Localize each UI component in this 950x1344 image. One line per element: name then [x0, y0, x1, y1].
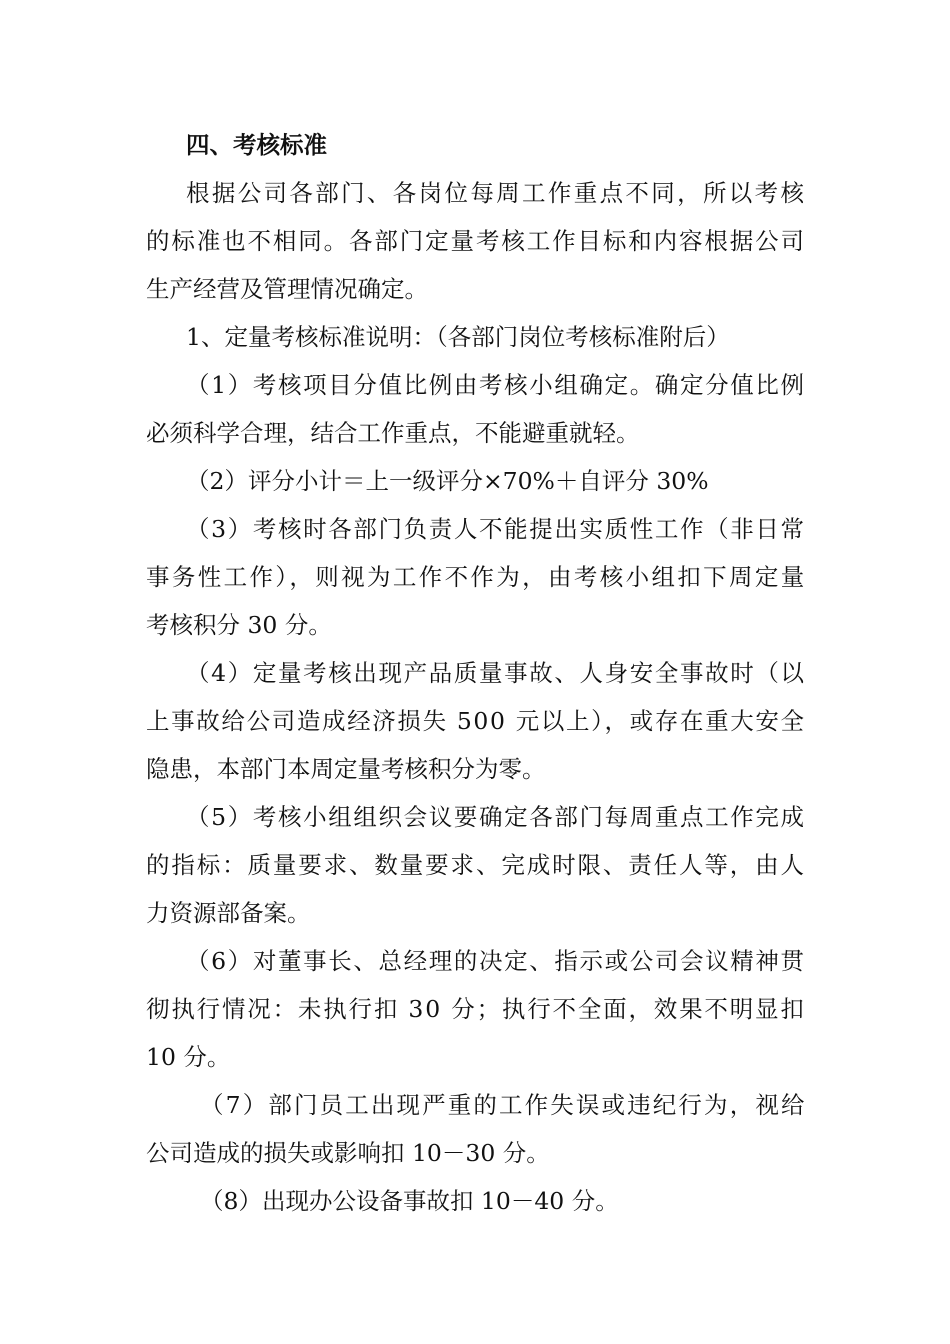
paragraph-line: （3）考核时各部门负责人不能提出实质性工作（非日常 [186, 515, 806, 543]
paragraph-line: （7）部门员工出现严重的工作失误或违纪行为，视给 [200, 1091, 807, 1119]
paragraph-line: 10 分。 [146, 1043, 231, 1071]
paragraph-line: （5）考核小组组织会议要确定各部门每周重点工作完成 [186, 803, 806, 831]
paragraph-line: 彻执行情况：未执行扣 30 分；执行不全面，效果不明显扣 [146, 995, 806, 1023]
paragraph-line: 考核积分 30 分。 [146, 611, 332, 639]
paragraph-line: 1、定量考核标准说明：（各部门岗位考核标准附后） [186, 323, 730, 351]
paragraph-line: （2）评分小计＝上一级评分×70%＋自评分 30% [186, 467, 709, 495]
paragraph-line: （4）定量考核出现产品质量事故、人身安全事故时（以 [186, 659, 806, 687]
paragraph-line: 根据公司各部门、各岗位每周工作重点不同，所以考核 [186, 179, 807, 207]
paragraph-line: （1）考核项目分值比例由考核小组确定。确定分值比例 [186, 371, 806, 399]
paragraph-line: 事务性工作），则视为工作不作为，由考核小组扣下周定量 [146, 563, 807, 591]
paragraph-line: 隐患，本部门本周定量考核积分为零。 [146, 755, 546, 783]
paragraph-line: 的指标：质量要求、数量要求、完成时限、责任人等，由人 [146, 851, 806, 879]
paragraph-line: 必须科学合理，结合工作重点，不能避重就轻。 [146, 419, 640, 447]
paragraph-line: 生产经营及管理情况确定。 [146, 275, 428, 303]
paragraph-line: 上事故给公司造成经济损失 500 元以上），或存在重大安全 [146, 707, 806, 735]
section-heading: 四、考核标准 [186, 131, 327, 159]
paragraph-line: （6）对董事长、总经理的决定、指示或公司会议精神贯 [186, 947, 806, 975]
paragraph-line: 力资源部备案。 [146, 899, 311, 927]
paragraph-line: 公司造成的损失或影响扣 10－30 分。 [146, 1139, 550, 1167]
paragraph-line: 的标准也不相同。各部门定量考核工作目标和内容根据公司 [146, 227, 806, 255]
paragraph-line: （8）出现办公设备事故扣 10－40 分。 [200, 1187, 619, 1215]
